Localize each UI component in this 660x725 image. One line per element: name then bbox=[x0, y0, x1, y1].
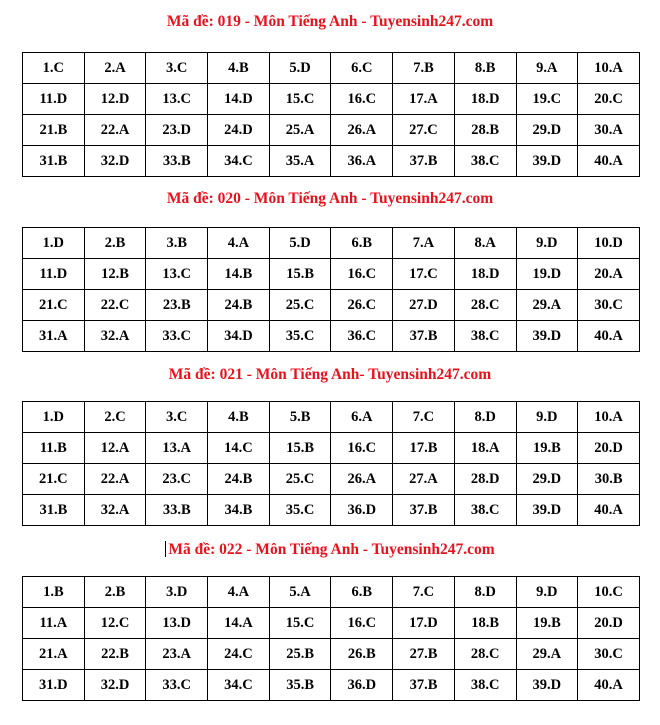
answer-cell: 4.B bbox=[208, 402, 270, 433]
answer-cell: 20.A bbox=[578, 259, 640, 290]
table-row bbox=[23, 84, 640, 115]
answer-cell: 10.A bbox=[578, 402, 640, 433]
answer-cell: 5.D bbox=[269, 228, 331, 259]
answer-cell: 25.B bbox=[269, 639, 331, 670]
answer-cell: 1.B bbox=[23, 577, 85, 608]
answer-cell: 34.B bbox=[208, 495, 270, 526]
answer-cell: 21.A bbox=[23, 639, 85, 670]
answer-cell: 37.B bbox=[393, 495, 455, 526]
answer-cell: 33.C bbox=[146, 670, 208, 701]
answer-cell: 1.D bbox=[23, 228, 85, 259]
answer-cell: 26.A bbox=[331, 464, 393, 495]
answer-cell: 35.C bbox=[269, 495, 331, 526]
answer-cell: 22.B bbox=[84, 639, 146, 670]
answer-cell: 15.C bbox=[269, 608, 331, 639]
answer-cell: 18.D bbox=[454, 84, 516, 115]
section-title-022: Mã đề: 022 - Môn Tiếng Anh - Tuyensinh247.com bbox=[0, 540, 660, 560]
answer-cell: 2.C bbox=[84, 402, 146, 433]
answer-cell: 35.B bbox=[269, 670, 331, 701]
answer-cell: 25.C bbox=[269, 464, 331, 495]
answer-cell: 30.C bbox=[578, 290, 640, 321]
answer-cell: 7.B bbox=[393, 53, 455, 84]
answer-cell: 24.B bbox=[208, 464, 270, 495]
answer-cell: 23.A bbox=[146, 639, 208, 670]
answer-cell: 34.D bbox=[208, 321, 270, 352]
answer-cell: 6.B bbox=[331, 228, 393, 259]
answer-cell: 14.A bbox=[208, 608, 270, 639]
answer-cell: 34.C bbox=[208, 670, 270, 701]
table-row bbox=[23, 495, 640, 526]
answer-cell: 8.B bbox=[454, 53, 516, 84]
answer-cell: 7.A bbox=[393, 228, 455, 259]
answer-cell: 21.C bbox=[23, 464, 85, 495]
table-row bbox=[23, 670, 640, 701]
answer-cell: 33.C bbox=[146, 321, 208, 352]
answer-cell: 40.A bbox=[578, 495, 640, 526]
answer-cell: 11.D bbox=[23, 259, 85, 290]
answer-cell: 9.D bbox=[516, 577, 578, 608]
answer-cell: 32.A bbox=[84, 495, 146, 526]
answer-cell: 1.C bbox=[23, 53, 85, 84]
answer-cell: 34.C bbox=[208, 146, 270, 177]
answer-cell: 7.C bbox=[393, 402, 455, 433]
answer-cell: 9.A bbox=[516, 53, 578, 84]
answer-cell: 30.B bbox=[578, 464, 640, 495]
table-row bbox=[23, 464, 640, 495]
answer-cell: 32.D bbox=[84, 146, 146, 177]
answer-table-021 bbox=[22, 401, 640, 526]
answer-cell: 29.D bbox=[516, 464, 578, 495]
table-row bbox=[23, 146, 640, 177]
answer-cell: 26.C bbox=[331, 290, 393, 321]
answer-cell: 9.D bbox=[516, 228, 578, 259]
answer-cell: 13.D bbox=[146, 608, 208, 639]
answer-cell: 13.C bbox=[146, 259, 208, 290]
answer-cell: 25.A bbox=[269, 115, 331, 146]
answer-cell: 36.D bbox=[331, 495, 393, 526]
answer-cell: 30.C bbox=[578, 639, 640, 670]
answer-cell: 15.B bbox=[269, 259, 331, 290]
answer-cell: 3.D bbox=[146, 577, 208, 608]
answer-cell: 11.A bbox=[23, 608, 85, 639]
answer-cell: 6.B bbox=[331, 577, 393, 608]
answer-cell: 26.B bbox=[331, 639, 393, 670]
answer-table-022 bbox=[22, 576, 640, 701]
answer-cell: 38.C bbox=[454, 495, 516, 526]
section-title-021: Mã đề: 021 - Môn Tiếng Anh- Tuyensinh247.com bbox=[168, 366, 492, 383]
answer-cell: 26.A bbox=[331, 115, 393, 146]
answer-cell: 12.C bbox=[84, 608, 146, 639]
answer-cell: 39.D bbox=[516, 321, 578, 352]
answer-cell: 28.C bbox=[454, 639, 516, 670]
answer-cell: 3.C bbox=[146, 53, 208, 84]
answer-cell: 39.D bbox=[516, 146, 578, 177]
answer-cell: 12.B bbox=[84, 259, 146, 290]
answer-cell: 39.D bbox=[516, 670, 578, 701]
answer-cell: 40.A bbox=[578, 321, 640, 352]
answer-cell: 28.D bbox=[454, 464, 516, 495]
answer-cell: 3.C bbox=[146, 402, 208, 433]
answer-cell: 13.A bbox=[146, 433, 208, 464]
answer-cell: 25.C bbox=[269, 290, 331, 321]
answer-cell: 18.B bbox=[454, 608, 516, 639]
answer-cell: 31.A bbox=[23, 321, 85, 352]
answer-cell: 19.B bbox=[516, 433, 578, 464]
answer-cell: 19.B bbox=[516, 608, 578, 639]
table-row bbox=[23, 608, 640, 639]
answer-cell: 21.B bbox=[23, 115, 85, 146]
answer-cell: 38.C bbox=[454, 321, 516, 352]
answer-cell: 18.D bbox=[454, 259, 516, 290]
table-row bbox=[23, 402, 640, 433]
answer-cell: 29.D bbox=[516, 115, 578, 146]
answer-cell: 5.D bbox=[269, 53, 331, 84]
answer-cell: 16.C bbox=[331, 259, 393, 290]
answer-cell: 24.C bbox=[208, 639, 270, 670]
answer-cell: 27.D bbox=[393, 290, 455, 321]
answer-cell: 2.B bbox=[84, 577, 146, 608]
table-row bbox=[23, 290, 640, 321]
answer-cell: 36.D bbox=[331, 670, 393, 701]
answer-cell: 2.A bbox=[84, 53, 146, 84]
answer-cell: 32.D bbox=[84, 670, 146, 701]
answer-cell: 14.D bbox=[208, 84, 270, 115]
answer-cell: 7.C bbox=[393, 577, 455, 608]
answer-cell: 29.A bbox=[516, 290, 578, 321]
answer-cell: 40.A bbox=[578, 670, 640, 701]
answer-cell: 9.D bbox=[516, 402, 578, 433]
answer-cell: 36.C bbox=[331, 321, 393, 352]
answer-cell: 19.D bbox=[516, 259, 578, 290]
answer-cell: 23.D bbox=[146, 115, 208, 146]
answer-cell: 31.B bbox=[23, 146, 85, 177]
answer-cell: 5.B bbox=[269, 402, 331, 433]
answer-cell: 39.D bbox=[516, 495, 578, 526]
answer-cell: 24.B bbox=[208, 290, 270, 321]
answer-cell: 16.C bbox=[331, 608, 393, 639]
answer-cell: 14.C bbox=[208, 433, 270, 464]
table-row bbox=[23, 433, 640, 464]
answer-cell: 33.B bbox=[146, 146, 208, 177]
answer-table-020 bbox=[22, 227, 640, 352]
answer-cell: 22.A bbox=[84, 464, 146, 495]
answer-cell: 37.B bbox=[393, 146, 455, 177]
section-title-020: Mã đề: 020 - Môn Tiếng Anh - Tuyensinh247.com bbox=[166, 190, 494, 207]
answer-cell: 22.A bbox=[84, 115, 146, 146]
answer-cell: 8.D bbox=[454, 402, 516, 433]
table-row bbox=[23, 53, 640, 84]
answer-cell: 37.B bbox=[393, 670, 455, 701]
answer-cell: 31.D bbox=[23, 670, 85, 701]
answer-cell: 15.B bbox=[269, 433, 331, 464]
answer-cell: 8.D bbox=[454, 577, 516, 608]
answer-cell: 4.A bbox=[208, 228, 270, 259]
answer-cell: 38.C bbox=[454, 146, 516, 177]
answer-cell: 32.A bbox=[84, 321, 146, 352]
answer-cell: 2.B bbox=[84, 228, 146, 259]
answer-cell: 6.C bbox=[331, 53, 393, 84]
table-row bbox=[23, 228, 640, 259]
table-row bbox=[23, 321, 640, 352]
answer-cell: 33.B bbox=[146, 495, 208, 526]
answer-cell: 38.C bbox=[454, 670, 516, 701]
answer-cell: 24.D bbox=[208, 115, 270, 146]
answer-cell: 14.B bbox=[208, 259, 270, 290]
answer-cell: 19.C bbox=[516, 84, 578, 115]
answer-cell: 23.B bbox=[146, 290, 208, 321]
answer-cell: 4.A bbox=[208, 577, 270, 608]
answer-cell: 17.D bbox=[393, 608, 455, 639]
answer-cell: 16.C bbox=[331, 433, 393, 464]
answer-cell: 40.A bbox=[578, 146, 640, 177]
answer-cell: 23.C bbox=[146, 464, 208, 495]
answer-cell: 20.D bbox=[578, 433, 640, 464]
answer-cell: 31.B bbox=[23, 495, 85, 526]
answer-cell: 16.C bbox=[331, 84, 393, 115]
table-row bbox=[23, 259, 640, 290]
answer-cell: 10.A bbox=[578, 53, 640, 84]
answer-cell: 1.D bbox=[23, 402, 85, 433]
answer-cell: 10.D bbox=[578, 228, 640, 259]
answer-cell: 6.A bbox=[331, 402, 393, 433]
answer-cell: 15.C bbox=[269, 84, 331, 115]
answer-cell: 8.A bbox=[454, 228, 516, 259]
answer-table-019 bbox=[22, 52, 640, 177]
answer-cell: 18.A bbox=[454, 433, 516, 464]
answer-cell: 28.C bbox=[454, 290, 516, 321]
answer-cell: 27.C bbox=[393, 115, 455, 146]
section-title-019: Mã đề: 019 - Môn Tiếng Anh - Tuyensinh247.com bbox=[166, 13, 494, 30]
answer-cell: 29.A bbox=[516, 639, 578, 670]
answer-cell: 20.D bbox=[578, 608, 640, 639]
answer-cell: 11.D bbox=[23, 84, 85, 115]
answer-cell: 35.A bbox=[269, 146, 331, 177]
answer-cell: 28.B bbox=[454, 115, 516, 146]
answer-cell: 35.C bbox=[269, 321, 331, 352]
answer-cell: 30.A bbox=[578, 115, 640, 146]
table-row bbox=[23, 115, 640, 146]
answer-cell: 17.B bbox=[393, 433, 455, 464]
table-row bbox=[23, 577, 640, 608]
answer-cell: 12.D bbox=[84, 84, 146, 115]
answer-cell: 12.A bbox=[84, 433, 146, 464]
table-row bbox=[23, 639, 640, 670]
answer-cell: 4.B bbox=[208, 53, 270, 84]
answer-cell: 36.A bbox=[331, 146, 393, 177]
answer-cell: 20.C bbox=[578, 84, 640, 115]
answer-cell: 37.B bbox=[393, 321, 455, 352]
answer-cell: 11.B bbox=[23, 433, 85, 464]
answer-cell: 22.C bbox=[84, 290, 146, 321]
answer-cell: 17.C bbox=[393, 259, 455, 290]
answer-cell: 21.C bbox=[23, 290, 85, 321]
answer-cell: 17.A bbox=[393, 84, 455, 115]
answer-cell: 13.C bbox=[146, 84, 208, 115]
answer-cell: 3.B bbox=[146, 228, 208, 259]
answer-cell: 27.B bbox=[393, 639, 455, 670]
answer-cell: 10.C bbox=[578, 577, 640, 608]
answer-cell: 5.A bbox=[269, 577, 331, 608]
answer-cell: 27.A bbox=[393, 464, 455, 495]
